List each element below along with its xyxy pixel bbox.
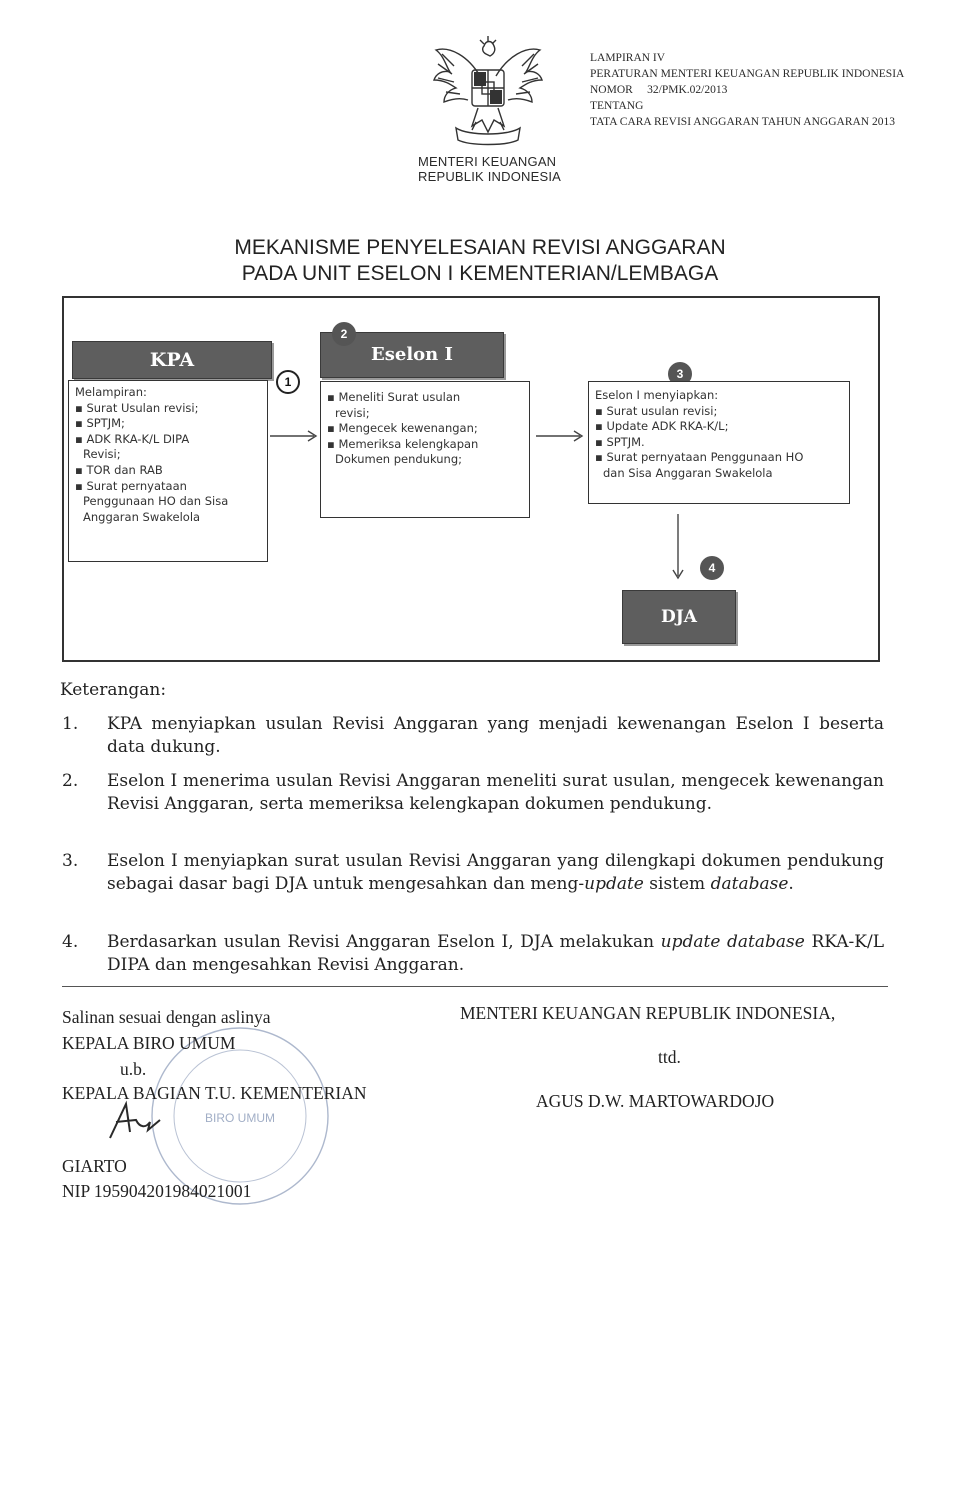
eselon-header: Eselon I bbox=[320, 332, 504, 378]
eselon-line: Dokumen pendukung; bbox=[335, 452, 463, 467]
kpa-line: Revisi; bbox=[83, 447, 121, 462]
note-item-4 bbox=[62, 931, 884, 977]
note-text: Eselon I menerima usulan Revisi Anggaran meneliti surat usulan, mengecek kewenangan Revisi Anggaran, serta memeriksa kelengkapan dokumen pendukung. bbox=[107, 771, 884, 814]
kpa-line: ▪ SPTJM; bbox=[75, 416, 125, 431]
kpa-header: KPA bbox=[72, 341, 272, 379]
note-text bbox=[107, 931, 884, 977]
notes-heading: Keterangan: bbox=[60, 680, 167, 700]
note-text-part: RKA-K/L DIPA dan mengesahkan Revisi Anggaran. bbox=[107, 932, 885, 975]
eselon-line: revisi; bbox=[335, 405, 370, 420]
eselon-line: ▪ Mengecek kewenangan; bbox=[327, 421, 478, 436]
note-text-part: Berdasarkan usulan Revisi Anggaran Eselon I, DJA melakukan bbox=[107, 932, 661, 952]
note-item-2 bbox=[62, 770, 884, 816]
note-text: KPA menyiapkan usulan Revisi Anggaran yang menjadi kewenangan Eselon I beserta data dukung. bbox=[107, 714, 884, 757]
signatory-right-name: AGUS D.W. MARTOWARDOJO bbox=[536, 1091, 775, 1111]
kpa-line: Penggunaan HO dan Sisa bbox=[83, 494, 229, 509]
appendix-line: LAMPIRAN IV bbox=[590, 52, 666, 64]
sig-right-line-2: ttd. bbox=[658, 1047, 681, 1067]
ministry-line-2: REPUBLIK INDONESIA bbox=[418, 169, 562, 184]
kpa-line: Melampiran: bbox=[75, 385, 147, 399]
eselon-prepares-box bbox=[588, 381, 850, 504]
sig-left-line-2: KEPALA BIRO UMUM bbox=[62, 1033, 236, 1053]
prepares-line: dan Sisa Anggaran Swakelola bbox=[603, 465, 773, 480]
kpa-line: ▪ Surat Usulan revisi; bbox=[75, 400, 199, 415]
note-number: 3. bbox=[62, 851, 79, 871]
note-item-1 bbox=[62, 713, 884, 759]
prepares-line: ▪ Update ADK RKA-K/L; bbox=[595, 419, 729, 434]
ministry-line-1: MENTERI KEUANGAN bbox=[418, 154, 557, 169]
note-number: 2. bbox=[62, 771, 79, 791]
step-badge-2: 2 bbox=[332, 322, 356, 346]
divider bbox=[62, 986, 888, 987]
sig-left-line-3: u.b. bbox=[120, 1059, 147, 1079]
note-text-part: sistem bbox=[643, 874, 711, 894]
prepares-line: ▪ Surat pernyataan Penggunaan HO bbox=[595, 450, 804, 465]
garuda-emblem-icon bbox=[428, 36, 548, 148]
kpa-box bbox=[68, 380, 268, 562]
arrow-right-icon bbox=[268, 428, 320, 444]
page-title-line-1: MEKANISME PENYELESAIAN REVISI ANGGARAN bbox=[234, 236, 726, 259]
note-text bbox=[107, 850, 884, 896]
kpa-line: ▪ Surat pernyataan bbox=[75, 478, 187, 493]
handwritten-signature-icon bbox=[100, 1098, 170, 1142]
kpa-line: ▪ ADK RKA-K/L DIPA bbox=[75, 431, 190, 446]
note-number: 4. bbox=[62, 932, 79, 952]
prepares-line: ▪ Surat usulan revisi; bbox=[595, 403, 718, 418]
signatory-left-name: GIARTO bbox=[62, 1156, 127, 1176]
eselon-box bbox=[320, 381, 530, 518]
note-number: 1. bbox=[62, 714, 79, 734]
arrow-down-icon bbox=[670, 512, 686, 582]
appendix-line: TATA CARA REVISI ANGGARAN TAHUN ANGGARAN 2013 bbox=[590, 116, 895, 128]
ministry-label bbox=[418, 154, 561, 184]
prepares-line: ▪ SPTJM. bbox=[595, 434, 645, 449]
note-text-part: . bbox=[788, 874, 794, 894]
dja-box: DJA bbox=[622, 590, 736, 644]
note-text-italic: update database bbox=[660, 932, 805, 952]
kpa-line: ▪ TOR dan RAB bbox=[75, 462, 163, 477]
step-badge-4: 4 bbox=[700, 556, 724, 580]
appendix-line: PERATURAN MENTERI KEUANGAN REPUBLIK INDONESIA bbox=[590, 68, 905, 80]
signatory-left-nip: NIP 195904201984021001 bbox=[62, 1181, 252, 1201]
step-badge-3: 3 bbox=[668, 362, 692, 386]
eselon-line: ▪ Memeriksa kelengkapan bbox=[327, 436, 479, 451]
eselon-line: ▪ Meneliti Surat usulan bbox=[327, 390, 461, 404]
note-item-3 bbox=[62, 850, 884, 896]
arrow-right-icon bbox=[534, 428, 586, 444]
step-badge-1: 1 bbox=[276, 370, 300, 394]
kpa-line: Anggaran Swakelola bbox=[83, 509, 201, 524]
prepares-line: Eselon I menyiapkan: bbox=[595, 388, 719, 402]
sig-left-line-1: Salinan sesuai dengan aslinya bbox=[62, 1007, 271, 1027]
sig-left-line-4: KEPALA BAGIAN T.U. KEMENTERIAN bbox=[62, 1083, 367, 1103]
stamp-text: BIRO UMUM bbox=[205, 1111, 275, 1125]
appendix-line: TENTANG bbox=[590, 100, 644, 112]
note-text-italic: update bbox=[584, 874, 644, 894]
page-title-line-2: PADA UNIT ESELON I KEMENTERIAN/LEMBAGA bbox=[241, 262, 719, 285]
appendix-block bbox=[590, 50, 904, 130]
note-text-italic: database bbox=[710, 874, 789, 894]
appendix-line: NOMOR 32/PMK.02/2013 bbox=[590, 84, 728, 96]
sig-right-line-1: MENTERI KEUANGAN REPUBLIK INDONESIA, bbox=[460, 1003, 836, 1023]
note-text-part: Eselon I menyiapkan surat usulan Revisi Anggaran yang dilengkapi dokumen pendukung sebagai dasar bagi DJA untuk mengesahkan dan meng- bbox=[107, 851, 884, 894]
